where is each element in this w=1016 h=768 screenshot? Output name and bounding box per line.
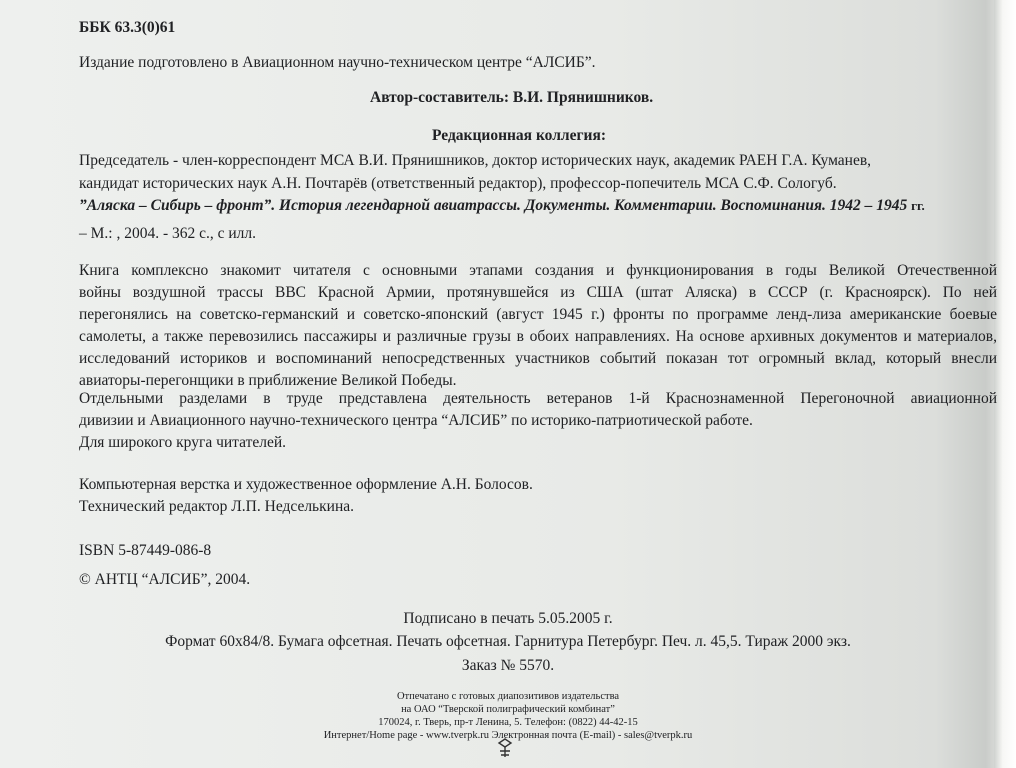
description-line-3: перегонялись на советско-германский и советско-японский (август 1945 г.) фронты по программе ленд-лиза американские боевые xyxy=(79,306,997,323)
author-line: Автор-составитель: В.И. Прянишников. xyxy=(370,89,654,106)
description-line-2: войны воздушной трассы ВВС Красной Армии, протянувшейся из США (штат Аляска) в СССР (г. Красноярск). По ней xyxy=(79,284,997,301)
board-line-1: Председатель - член-корреспондент МСА В.И. Прянишников, доктор исторических наук, академик РАЕН Г.А. Куманев, xyxy=(79,152,872,169)
bbk-code: ББК 63.3(0)61 xyxy=(79,19,176,36)
copyright-line: © АНТЦ “АЛСИБ”, 2004. xyxy=(79,571,251,588)
description-line-1: Книга комплексно знакомит читателя с основными этапами создания и функционирования в годы Великой Отечественной xyxy=(79,262,997,279)
printer-logo-icon xyxy=(496,737,514,759)
printer-line-2: на ОАО “Тверской полиграфический комбинат” xyxy=(401,704,615,715)
sections-line-2: дивизии и Авиационного научно-технического центра “АЛСИБ” по историко-патриотической работе. xyxy=(79,412,753,429)
format-line: Формат 60х84/8. Бумага офсетная. Печать офсетная. Гарнитура Петербург. Печ. л. 45,5. Тираж 2000 экз. xyxy=(165,633,851,650)
board-line-2: кандидат исторических наук А.Н. Почтарёв (ответственный редактор), профессор-попечитель МСА С.Ф. Сологуб. xyxy=(79,175,837,192)
description-line-6: авиаторы-перегонщики в приближение Великой Победы. xyxy=(79,372,457,389)
signed-line: Подписано в печать 5.05.2005 г. xyxy=(403,610,613,627)
layout-credit: Компьютерная верстка и художественное оформление А.Н. Болосов. xyxy=(79,476,533,493)
printer-line-4: Интернет/Home page - www.tverpk.ru Электронная почта (E-mail) - sales@tverpk.ru xyxy=(323,730,693,741)
book-title-suffix: гг. xyxy=(911,198,925,213)
book-title xyxy=(79,196,925,216)
printer-line-3: 170024, г. Тверь, пр-т Ленина, 5. Телефон: (0822) 44-42-15 xyxy=(378,717,638,728)
book-title-main: ”Аляска – Сибирь – фронт”. История легендарной авиатрассы. Документы. Комментарии. Воспоминания. 1942 – 1945 xyxy=(79,197,908,214)
printer-line-1: Отпечатано с готовых диапозитивов издательства xyxy=(396,691,620,702)
page-edge xyxy=(994,0,1016,768)
imprint-line: – М.: , 2004. - 362 с., с илл. xyxy=(79,225,257,242)
description-line-4: самолеты, а также перевозились пассажиры и различные грузы в обоих направлениях. На основе архивных документов и материалов, xyxy=(79,328,997,345)
isbn-line: ISBN 5-87449-086-8 xyxy=(79,542,212,559)
order-line: Заказ № 5570. xyxy=(461,657,555,674)
technical-editor: Технический редактор Л.П. Недселькина. xyxy=(79,498,355,515)
description-line-5: исследований историков и воспоминаний непосредственных участников событий показан тот огромный вклад, который внесли xyxy=(79,350,997,367)
sections-line-1: Отдельными разделами в труде представлена деятельность ветеранов 1-й Краснознаменной Перегоночной авиационной xyxy=(79,390,997,407)
publisher-note: Издание подготовлено в Авиационном научно-техническом центре “АЛСИБ”. xyxy=(79,54,596,71)
board-heading: Редакционная коллегия: xyxy=(432,127,607,144)
audience-line: Для широкого круга читателей. xyxy=(79,434,287,451)
